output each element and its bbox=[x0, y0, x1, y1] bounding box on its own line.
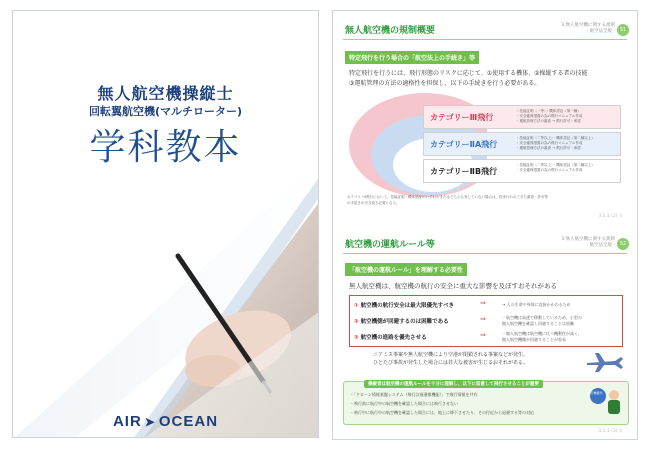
category-iib-desc2: ・安全確保措置の為の飛行マニュアル作成 bbox=[516, 168, 583, 172]
reason-3-text: 航空機の進路を優先させる bbox=[360, 335, 427, 341]
airplane-icon bbox=[585, 351, 625, 373]
reason-1-desc bbox=[502, 302, 571, 308]
section1-tag-line2: - 航空法全般 - bbox=[586, 29, 615, 34]
section2-footer: 3.1.1 (3) ① bbox=[598, 429, 623, 434]
guidance-line-1: ・「ドローン情報基盤システム（飛行計画通報機能）」で飛行情報を共有 bbox=[350, 392, 478, 397]
category-iib-desc1: ・技能証明（二等以上）・機体認証（第二種以上） bbox=[516, 163, 595, 167]
category-iib-desc bbox=[516, 163, 595, 173]
reason-3-desc1: ・無人航空機は航空機に比べ機動性が高く、 bbox=[502, 331, 582, 336]
section1-para-line2: ③運航管理の方法の適格性を担保し、以下の手続きを行う必要がある。 bbox=[349, 80, 541, 87]
reason-3-desc bbox=[502, 331, 582, 342]
section1-note-line1: カテゴリーⅡ飛行において、技能証明・機体認証のいずれかまたはどちらも有していない場合は、従来行われてきた審査・許可等 bbox=[347, 195, 549, 199]
reason-1-desc1: → 人の生命や身体に直接かかわるため bbox=[502, 302, 571, 307]
reason-3-desc2: 無人航空機側が回避することが容易 bbox=[502, 336, 566, 342]
reason-2-number: ② bbox=[354, 319, 359, 325]
reason-item-1 bbox=[354, 301, 454, 309]
section1-note-line2: の手続きが引き続き必要となる。 bbox=[347, 201, 400, 205]
section2-mid-line1: ニアミス事案や無人航空機により空港が閉鎖される事案などが発生。 bbox=[373, 352, 529, 358]
section2-tag-line1: 3.無人航空機に関する規則 bbox=[561, 237, 615, 242]
category-iii-desc3: ・運航管理方法の審査 → 飛行許可・承認 bbox=[516, 119, 581, 123]
category-iii-label: カテゴリーⅢ飛行 bbox=[430, 113, 494, 122]
logo-text-ocean: OCEAN bbox=[158, 413, 219, 430]
reason-1-number: ① bbox=[354, 303, 359, 309]
section1-heading: 特定飛行を行う場合の「航空法上の手続き」等 bbox=[345, 51, 479, 64]
reason-item-2 bbox=[354, 317, 449, 325]
arrow-right-icon: ⇒ bbox=[480, 331, 486, 339]
reason-2-desc2: 無人航空機を確認し回避することは困難 bbox=[502, 320, 574, 326]
category-iib-label: カテゴリーⅡB飛行 bbox=[430, 167, 498, 176]
content-page bbox=[332, 10, 638, 440]
category-iia-desc bbox=[516, 136, 595, 151]
category-iia-desc3: ・運航管理方法の審査 → 飛行許可・承認 bbox=[516, 146, 581, 150]
operator-guidance-box bbox=[343, 381, 629, 425]
section2-heading: 「航空機の運航ルール」を理解する必要性 bbox=[345, 263, 467, 276]
section2-rule bbox=[343, 253, 627, 254]
reason-2-text: 航空機側が回避するのは困難である bbox=[360, 319, 449, 325]
section1-para-line1: 特定飛行を行うには、飛行形態のリスクに応じて、①使用する機体、②操縦する者の技能 bbox=[349, 70, 588, 77]
section2-tag bbox=[561, 237, 615, 249]
textbook-cover bbox=[12, 10, 319, 438]
reason-2-desc1: ・航空機は高速で移動しているため、小型の bbox=[502, 315, 582, 320]
logo-text-air: AIR bbox=[112, 413, 142, 430]
reason-2-desc bbox=[502, 315, 582, 326]
publisher-logo bbox=[13, 413, 318, 430]
reason-1-text: 航空機の航行安全は最大限優先すべき bbox=[360, 303, 454, 309]
section1-rule bbox=[343, 39, 627, 40]
category-row-iib bbox=[423, 159, 621, 183]
section2-tag-line2: - 航空法全般 - bbox=[586, 243, 615, 248]
cover-photo-background bbox=[13, 11, 319, 438]
category-iii-desc1: ・技能証明（一等）・機体認証（第一種） bbox=[516, 109, 581, 113]
category-row-iii bbox=[423, 105, 621, 129]
guidance-line-3: ・飛行中に航行中の航空機を確認した場合には、地上に降下させたり、その付近から退避する等の対応 bbox=[350, 410, 534, 415]
section2-para: 無人航空機は、航空機の航行の安全に重大な影響を及ぼすおそれがある bbox=[349, 282, 557, 290]
category-iii-desc bbox=[516, 109, 582, 124]
guidance-line-2: ・飛行前に航行中の航空機を確認した場合には飛行させない bbox=[350, 401, 458, 406]
section1-page-number: 51 bbox=[617, 24, 629, 36]
category-iia-desc2: ・安全確保措置の為の飛行マニュアル作成 bbox=[516, 141, 583, 145]
section1-tag-line1: 3.無人航空機に関する規則 bbox=[561, 23, 615, 28]
section1-footer: 3.1.1 (2) ① bbox=[598, 214, 623, 219]
section2-mid-line2: ひとたび事故が発生した場合には甚大な被害が生じるおそれがある。 bbox=[373, 360, 529, 366]
cover-title-main: 無人航空機操縦士 bbox=[97, 84, 234, 103]
cover-title-big: 学科教本 bbox=[89, 127, 242, 168]
category-iii-desc2: ・安全確保措置の為の飛行マニュアル作成 bbox=[516, 114, 583, 118]
logo-arrow-icon: ➤ bbox=[144, 415, 156, 429]
priority-reasons-box bbox=[349, 295, 623, 347]
guidance-heading: 操縦者は航空機の運航ルールを十分に理解し、以下に留意して飛行させることが重要 bbox=[364, 380, 543, 388]
category-row-iia bbox=[423, 132, 621, 156]
reason-3-number: ③ bbox=[354, 335, 359, 341]
arrow-right-icon: ⇒ bbox=[480, 299, 486, 307]
reason-item-3 bbox=[354, 333, 427, 341]
cover-subtitle: 回転翼航空機(マルチローター) bbox=[88, 105, 243, 118]
section1-tag bbox=[561, 23, 615, 35]
arrow-right-icon: ⇒ bbox=[480, 315, 486, 323]
section2-title: 航空機の運航ルール等 bbox=[345, 240, 435, 250]
priority-badge: 航空機優先 bbox=[587, 391, 603, 395]
section1-title: 無人航空機の規制概要 bbox=[345, 26, 436, 36]
category-iia-desc1: ・技能証明（二等以上）・機体認証（第二種以上） bbox=[516, 136, 595, 140]
category-iia-label: カテゴリーⅡA飛行 bbox=[430, 140, 498, 149]
section2-page-number: 52 bbox=[617, 238, 629, 250]
